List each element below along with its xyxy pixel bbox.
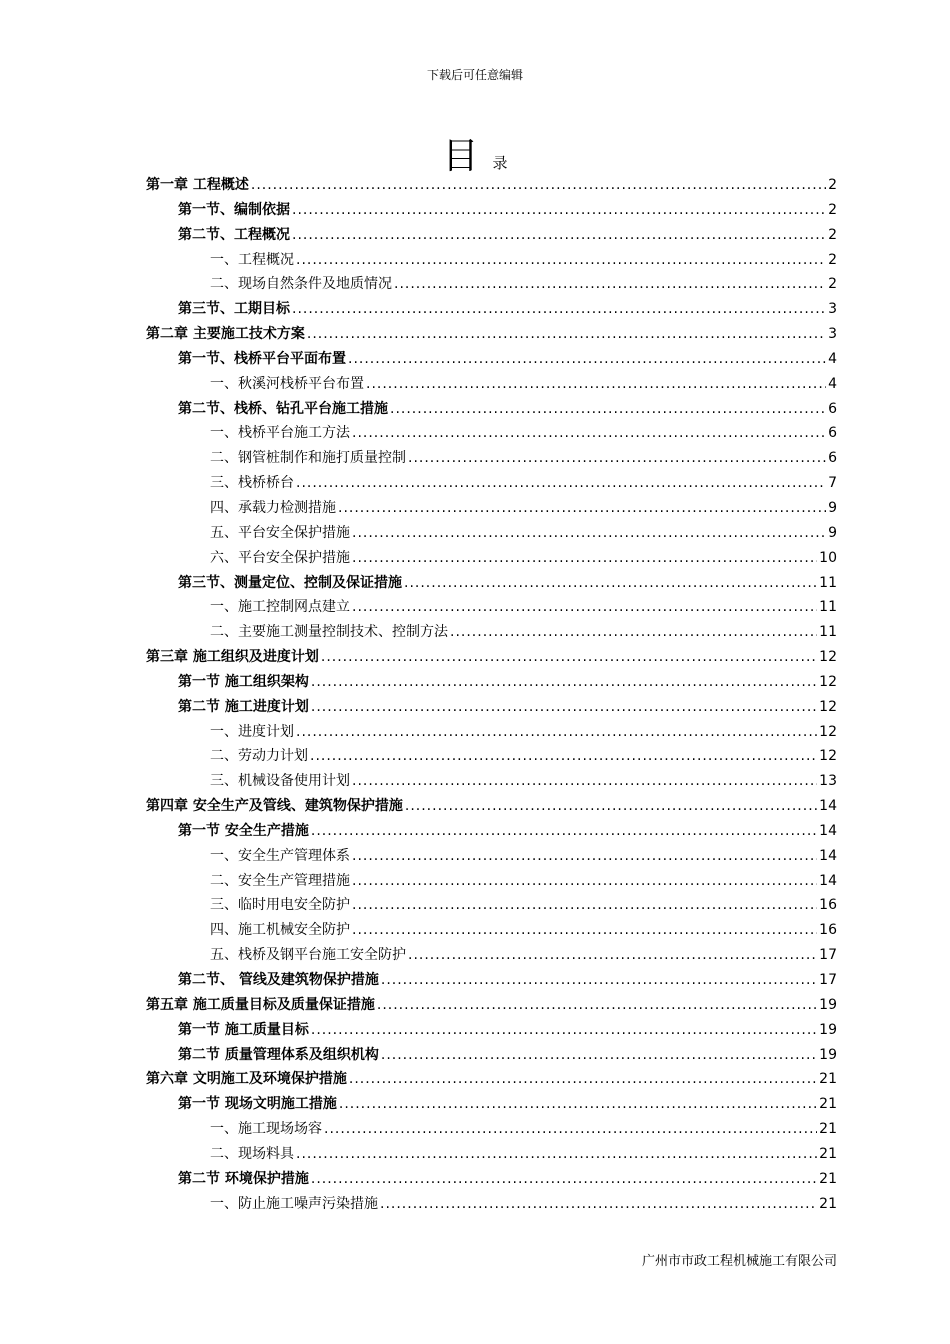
toc-entry-number: 三、 bbox=[210, 773, 238, 790]
toc-entry-page: 19 bbox=[819, 996, 837, 1013]
toc-leader-dots bbox=[408, 947, 817, 963]
toc-entry-number: 一、 bbox=[210, 847, 238, 864]
toc-entry-page: 21 bbox=[819, 1121, 837, 1138]
toc-entry[interactable] bbox=[146, 398, 837, 423]
toc-entry-title: 工程概况 bbox=[238, 251, 294, 268]
toc-entry-title: 第三节、工期目标 bbox=[178, 301, 290, 318]
toc-entry-title: 第二节、 管线及建筑物保护措施 bbox=[178, 972, 379, 988]
toc-entry-page: 12 bbox=[819, 748, 837, 765]
toc-entry-number: 四、 bbox=[210, 499, 238, 516]
toc-entry-number: 一、 bbox=[210, 425, 238, 442]
toc-leader-dots bbox=[296, 475, 826, 491]
toc-entry-title: 进度计划 bbox=[238, 723, 294, 740]
toc-leader-dots bbox=[292, 301, 826, 317]
toc-entry[interactable] bbox=[146, 1193, 837, 1218]
toc-entry-title: 秋溪河栈桥平台布置 bbox=[238, 375, 364, 392]
toc-entry-title: 临时用电安全防护 bbox=[238, 897, 350, 914]
toc-entry-title: 第一节 现场文明施工措施 bbox=[178, 1096, 337, 1113]
toc-entry[interactable] bbox=[146, 721, 837, 746]
toc-entry-page: 19 bbox=[819, 1046, 837, 1063]
toc-entry[interactable] bbox=[146, 298, 837, 323]
toc-entry[interactable] bbox=[146, 994, 837, 1019]
toc-entry[interactable] bbox=[146, 1168, 837, 1193]
toc-entry-title: 第二节、工程概况 bbox=[178, 226, 290, 243]
toc-entry-page: 16 bbox=[819, 897, 837, 914]
toc-leader-dots bbox=[352, 425, 826, 441]
toc-entry[interactable] bbox=[146, 422, 837, 447]
toc-leader-dots bbox=[251, 177, 826, 193]
toc-entry-number: 五、 bbox=[210, 524, 238, 541]
toc-leader-dots bbox=[352, 550, 817, 566]
toc-leader-dots bbox=[352, 922, 817, 938]
toc-leader-dots bbox=[321, 649, 817, 665]
toc-leader-dots bbox=[366, 376, 826, 392]
table-of-contents bbox=[146, 174, 837, 1217]
toc-entry[interactable] bbox=[146, 174, 837, 199]
toc-leader-dots bbox=[352, 773, 817, 789]
toc-entry-number: 一、 bbox=[210, 599, 238, 616]
toc-leader-dots bbox=[311, 1171, 817, 1187]
toc-entry[interactable] bbox=[146, 1093, 837, 1118]
toc-entry[interactable] bbox=[146, 870, 837, 895]
toc-entry-number: 三、 bbox=[210, 475, 238, 492]
toc-entry-title: 主要施工测量控制技术、控制方法 bbox=[238, 624, 448, 641]
toc-entry-page: 21 bbox=[819, 1170, 837, 1187]
toc-entry[interactable] bbox=[146, 795, 837, 820]
toc-entry-number: 一、 bbox=[210, 723, 238, 740]
toc-entry[interactable] bbox=[146, 472, 837, 497]
toc-entry-number: 三、 bbox=[210, 897, 238, 914]
toc-entry[interactable] bbox=[146, 572, 837, 597]
toc-entry-page: 2 bbox=[828, 201, 837, 218]
toc-entry[interactable] bbox=[146, 273, 837, 298]
toc-entry-page: 6 bbox=[828, 425, 837, 442]
toc-entry-title: 栈桥平台施工方法 bbox=[238, 425, 350, 442]
toc-entry-page: 12 bbox=[819, 673, 837, 690]
toc-entry[interactable] bbox=[146, 671, 837, 696]
toc-entry-title: 第四章 安全生产及管线、建筑物保护措施 bbox=[146, 798, 403, 815]
toc-entry-title: 施工控制网点建立 bbox=[238, 599, 350, 616]
toc-entry[interactable] bbox=[146, 1143, 837, 1168]
toc-entry-page: 2 bbox=[828, 226, 837, 243]
toc-entry[interactable] bbox=[146, 249, 837, 274]
toc-entry-number: 四、 bbox=[210, 922, 238, 939]
toc-leader-dots bbox=[348, 351, 826, 367]
toc-entry-page: 2 bbox=[828, 177, 837, 193]
toc-entry-page: 16 bbox=[819, 922, 837, 939]
toc-entry[interactable] bbox=[146, 845, 837, 870]
page-header: 下载后可任意编辑 bbox=[426, 68, 523, 82]
toc-entry-page: 14 bbox=[819, 822, 837, 839]
toc-entry-page: 17 bbox=[819, 972, 837, 988]
toc-leader-dots bbox=[408, 450, 826, 466]
toc-entry-title: 钢管桩制作和施打质量控制 bbox=[238, 450, 406, 467]
toc-title bbox=[0, 128, 950, 179]
toc-entry[interactable] bbox=[146, 894, 837, 919]
toc-leader-dots bbox=[311, 1022, 817, 1038]
toc-entry[interactable] bbox=[146, 969, 837, 994]
toc-entry-title: 栈桥桥台 bbox=[238, 475, 294, 492]
toc-leader-dots bbox=[310, 748, 817, 764]
toc-leader-dots bbox=[405, 798, 817, 814]
toc-entry-title: 第二节 施工进度计划 bbox=[178, 698, 309, 715]
toc-entry-number: 二、 bbox=[210, 276, 238, 293]
toc-entry-page: 12 bbox=[819, 649, 837, 666]
toc-entry-page: 14 bbox=[819, 872, 837, 889]
toc-entry-title: 第一节 安全生产措施 bbox=[178, 822, 309, 839]
toc-entry[interactable] bbox=[146, 348, 837, 373]
toc-leader-dots bbox=[394, 276, 826, 292]
toc-entry-page: 11 bbox=[819, 599, 837, 616]
toc-entry[interactable] bbox=[146, 919, 837, 944]
toc-entry-title: 第一章 工程概述 bbox=[146, 177, 249, 193]
toc-entry[interactable] bbox=[146, 770, 837, 795]
toc-title-main: 目 bbox=[442, 136, 479, 177]
toc-leader-dots bbox=[352, 848, 817, 864]
toc-entry-title: 机械设备使用计划 bbox=[238, 773, 350, 790]
toc-entry[interactable] bbox=[146, 621, 837, 646]
toc-leader-dots bbox=[352, 897, 817, 913]
toc-entry-page: 3 bbox=[828, 301, 837, 318]
toc-leader-dots bbox=[292, 227, 826, 243]
toc-entry-number: 二、 bbox=[210, 1145, 238, 1162]
toc-entry-page: 21 bbox=[819, 1145, 837, 1162]
toc-leader-dots bbox=[450, 624, 817, 640]
toc-entry-number: 一、 bbox=[210, 375, 238, 392]
toc-entry-title: 第一节 施工组织架构 bbox=[178, 673, 309, 690]
toc-leader-dots bbox=[352, 525, 826, 541]
toc-leader-dots bbox=[311, 674, 817, 690]
toc-leader-dots bbox=[390, 401, 826, 417]
toc-entry-page: 7 bbox=[828, 475, 837, 492]
toc-entry-title: 安全生产管理体系 bbox=[238, 847, 350, 864]
toc-title-sub: 录 bbox=[492, 154, 508, 172]
toc-entry-page: 9 bbox=[828, 524, 837, 541]
toc-leader-dots bbox=[296, 1146, 817, 1162]
toc-entry[interactable] bbox=[146, 820, 837, 845]
toc-entry[interactable] bbox=[146, 522, 837, 547]
toc-entry-page: 11 bbox=[819, 624, 837, 641]
toc-entry-title: 现场料具 bbox=[238, 1145, 294, 1162]
toc-entry-title: 第一节、栈桥平台平面布置 bbox=[178, 350, 346, 367]
toc-leader-dots bbox=[338, 500, 826, 516]
toc-entry-title: 平台安全保护措施 bbox=[238, 524, 350, 541]
toc-entry-page: 6 bbox=[828, 400, 837, 417]
toc-entry-number: 一、 bbox=[210, 1195, 238, 1212]
toc-entry-page: 14 bbox=[819, 847, 837, 864]
toc-leader-dots bbox=[311, 699, 817, 715]
page-footer: 广州市市政工程机械施工有限公司 bbox=[641, 1254, 837, 1269]
toc-entry-page: 2 bbox=[828, 251, 837, 268]
toc-entry-page: 17 bbox=[819, 947, 837, 964]
toc-entry-page: 2 bbox=[828, 276, 837, 293]
toc-entry-page: 12 bbox=[819, 723, 837, 740]
toc-entry[interactable] bbox=[146, 224, 837, 249]
toc-entry-title: 安全生产管理措施 bbox=[238, 872, 350, 889]
toc-entry[interactable] bbox=[146, 323, 837, 348]
toc-entry[interactable] bbox=[146, 745, 837, 770]
toc-entry-title: 施工现场场容 bbox=[238, 1121, 322, 1138]
toc-entry-page: 10 bbox=[819, 549, 837, 566]
toc-entry[interactable] bbox=[146, 596, 837, 621]
toc-entry[interactable] bbox=[146, 1044, 837, 1069]
toc-leader-dots bbox=[352, 873, 817, 889]
toc-entry-title: 第五章 施工质量目标及质量保证措施 bbox=[146, 996, 375, 1013]
toc-entry[interactable] bbox=[146, 646, 837, 671]
toc-entry-title: 第二节、栈桥、钻孔平台施工措施 bbox=[178, 400, 388, 417]
toc-entry-title: 现场自然条件及地质情况 bbox=[238, 276, 392, 293]
toc-entry-title: 第二节 环境保护措施 bbox=[178, 1170, 309, 1187]
toc-entry-number: 二、 bbox=[210, 872, 238, 889]
toc-entry-page: 21 bbox=[819, 1096, 837, 1113]
toc-entry-page: 4 bbox=[828, 350, 837, 367]
toc-leader-dots bbox=[380, 1196, 817, 1212]
toc-leader-dots bbox=[377, 997, 817, 1013]
toc-entry-title: 承载力检测措施 bbox=[238, 499, 336, 516]
toc-entry[interactable] bbox=[146, 944, 837, 969]
toc-entry-page: 12 bbox=[819, 698, 837, 715]
toc-leader-dots bbox=[381, 1047, 817, 1063]
toc-leader-dots bbox=[296, 252, 826, 268]
toc-entry[interactable] bbox=[146, 696, 837, 721]
toc-leader-dots bbox=[311, 823, 817, 839]
toc-entry-page: 19 bbox=[819, 1021, 837, 1038]
toc-entry-title: 第二节 质量管理体系及组织机构 bbox=[178, 1046, 379, 1063]
toc-entry-number: 二、 bbox=[210, 748, 238, 765]
toc-entry-number: 一、 bbox=[210, 251, 238, 268]
toc-entry-page: 11 bbox=[819, 574, 837, 591]
toc-leader-dots bbox=[381, 972, 817, 988]
toc-entry[interactable] bbox=[146, 497, 837, 522]
toc-entry-title: 第三章 施工组织及进度计划 bbox=[146, 649, 319, 666]
toc-entry-title: 第一节 施工质量目标 bbox=[178, 1021, 309, 1038]
toc-entry-title: 第六章 文明施工及环境保护措施 bbox=[146, 1071, 347, 1088]
toc-entry-page: 21 bbox=[819, 1071, 837, 1088]
toc-entry-title: 平台安全保护措施 bbox=[238, 549, 350, 566]
toc-entry-title: 防止施工噪声污染措施 bbox=[238, 1195, 378, 1212]
toc-leader-dots bbox=[324, 1121, 817, 1137]
toc-entry-page: 21 bbox=[819, 1195, 837, 1212]
toc-entry-number: 六、 bbox=[210, 549, 238, 566]
toc-leader-dots bbox=[307, 326, 826, 342]
toc-entry-number: 一、 bbox=[210, 1121, 238, 1138]
toc-entry[interactable] bbox=[146, 199, 837, 224]
toc-leader-dots bbox=[404, 575, 817, 591]
toc-entry-title: 第三节、测量定位、控制及保证措施 bbox=[178, 574, 402, 591]
toc-entry[interactable] bbox=[146, 1068, 837, 1093]
toc-entry-page: 14 bbox=[819, 798, 837, 815]
toc-entry-page: 9 bbox=[828, 499, 837, 516]
toc-leader-dots bbox=[296, 724, 817, 740]
toc-entry[interactable] bbox=[146, 1118, 837, 1143]
toc-entry-number: 二、 bbox=[210, 450, 238, 467]
toc-entry-number: 二、 bbox=[210, 624, 238, 641]
toc-entry[interactable] bbox=[146, 447, 837, 472]
toc-leader-dots bbox=[349, 1071, 817, 1087]
toc-entry-page: 4 bbox=[828, 375, 837, 392]
toc-entry-title: 第一节、编制依据 bbox=[178, 201, 290, 218]
toc-entry-number: 五、 bbox=[210, 947, 238, 964]
toc-entry-title: 施工机械安全防护 bbox=[238, 922, 350, 939]
toc-entry-title: 第二章 主要施工技术方案 bbox=[146, 326, 305, 343]
toc-entry-page: 6 bbox=[828, 450, 837, 467]
toc-entry[interactable] bbox=[146, 373, 837, 398]
toc-entry-title: 栈桥及钢平台施工安全防护 bbox=[238, 947, 406, 964]
toc-entry-page: 13 bbox=[819, 773, 837, 790]
toc-entry[interactable] bbox=[146, 547, 837, 572]
toc-entry-title: 劳动力计划 bbox=[238, 748, 308, 765]
toc-leader-dots bbox=[339, 1096, 817, 1112]
toc-entry[interactable] bbox=[146, 1019, 837, 1044]
toc-leader-dots bbox=[292, 202, 826, 218]
toc-entry-page: 3 bbox=[828, 326, 837, 343]
toc-leader-dots bbox=[352, 599, 817, 615]
